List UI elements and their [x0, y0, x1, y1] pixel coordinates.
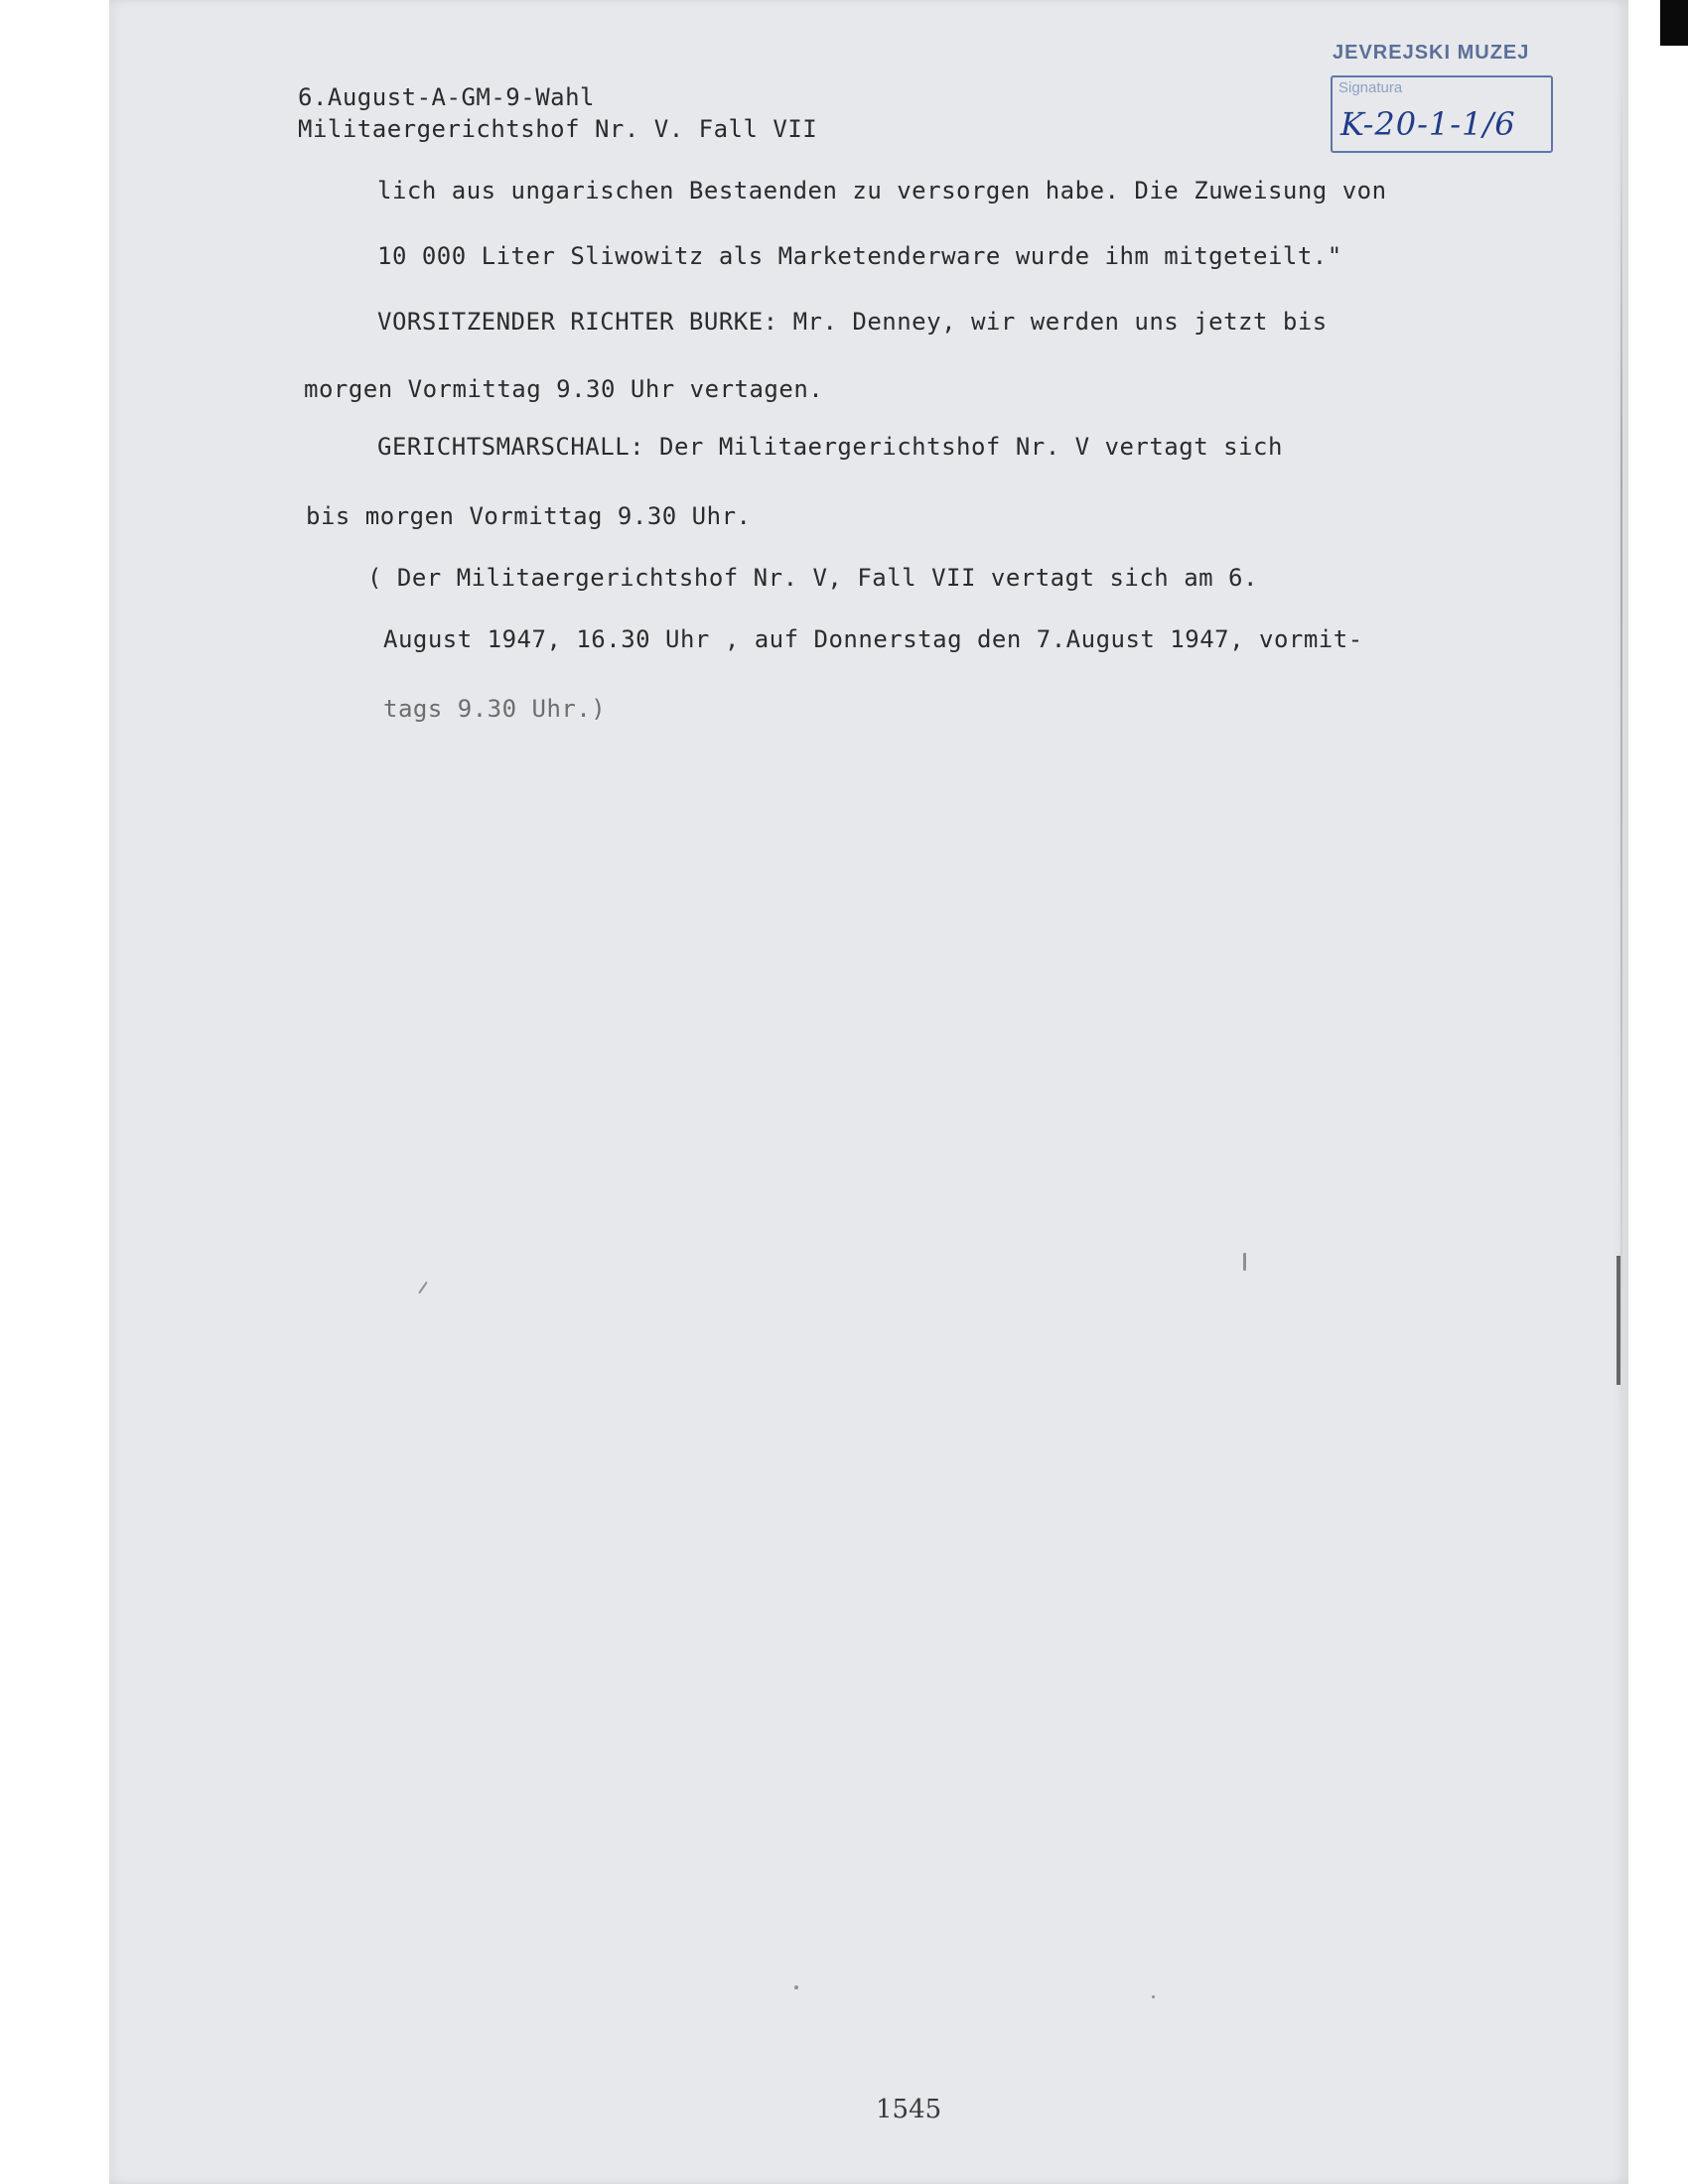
scan-artifact [1152, 1995, 1155, 1998]
body-line: bis morgen Vormittag 9.30 Uhr. [306, 502, 752, 530]
page-number: 1545 [876, 2095, 942, 2124]
body-line: VORSITZENDER RICHTER BURKE: Mr. Denney, wir werden uns jetzt bis [377, 308, 1328, 336]
stamp-label: Signatura [1338, 79, 1403, 96]
document-page [109, 0, 1628, 2184]
body-line: 10 000 Liter Sliwowitz als Marketenderware wurde ihm mitgeteilt." [377, 242, 1342, 270]
header-line-1: 6.August-A-GM-9-Wahl [298, 83, 595, 111]
scan-edge [1660, 0, 1688, 46]
body-line: lich aus ungarischen Bestaenden zu versorgen habe. Die Zuweisung von [377, 177, 1387, 205]
body-line: August 1947, 16.30 Uhr , auf Donnerstag den 7.August 1947, vormit- [383, 625, 1363, 653]
body-line: morgen Vormittag 9.30 Uhr vertagen. [304, 375, 824, 403]
scan-mark [1617, 1256, 1620, 1385]
archive-stamp [1331, 40, 1559, 159]
body-line: tags 9.30 Uhr.) [383, 695, 607, 723]
scan-artifact [418, 1282, 428, 1295]
signature-value: K-20-1-1/6 [1340, 105, 1516, 143]
scan-artifact [794, 1985, 798, 1989]
header-line-2: Militaergerichtshof Nr. V. Fall VII [298, 115, 818, 143]
signature-box [1331, 75, 1553, 153]
body-line: ( Der Militaergerichtshof Nr. V, Fall VII vertagt sich am 6. [367, 564, 1258, 592]
body-line: GERICHTSMARSCHALL: Der Militaergerichtshof Nr. V vertagt sich [377, 433, 1283, 461]
page-crease [1620, 79, 1622, 1420]
stamp-title: JEVREJSKI MUZEJ [1333, 42, 1530, 64]
scan-artifact [1243, 1253, 1246, 1271]
